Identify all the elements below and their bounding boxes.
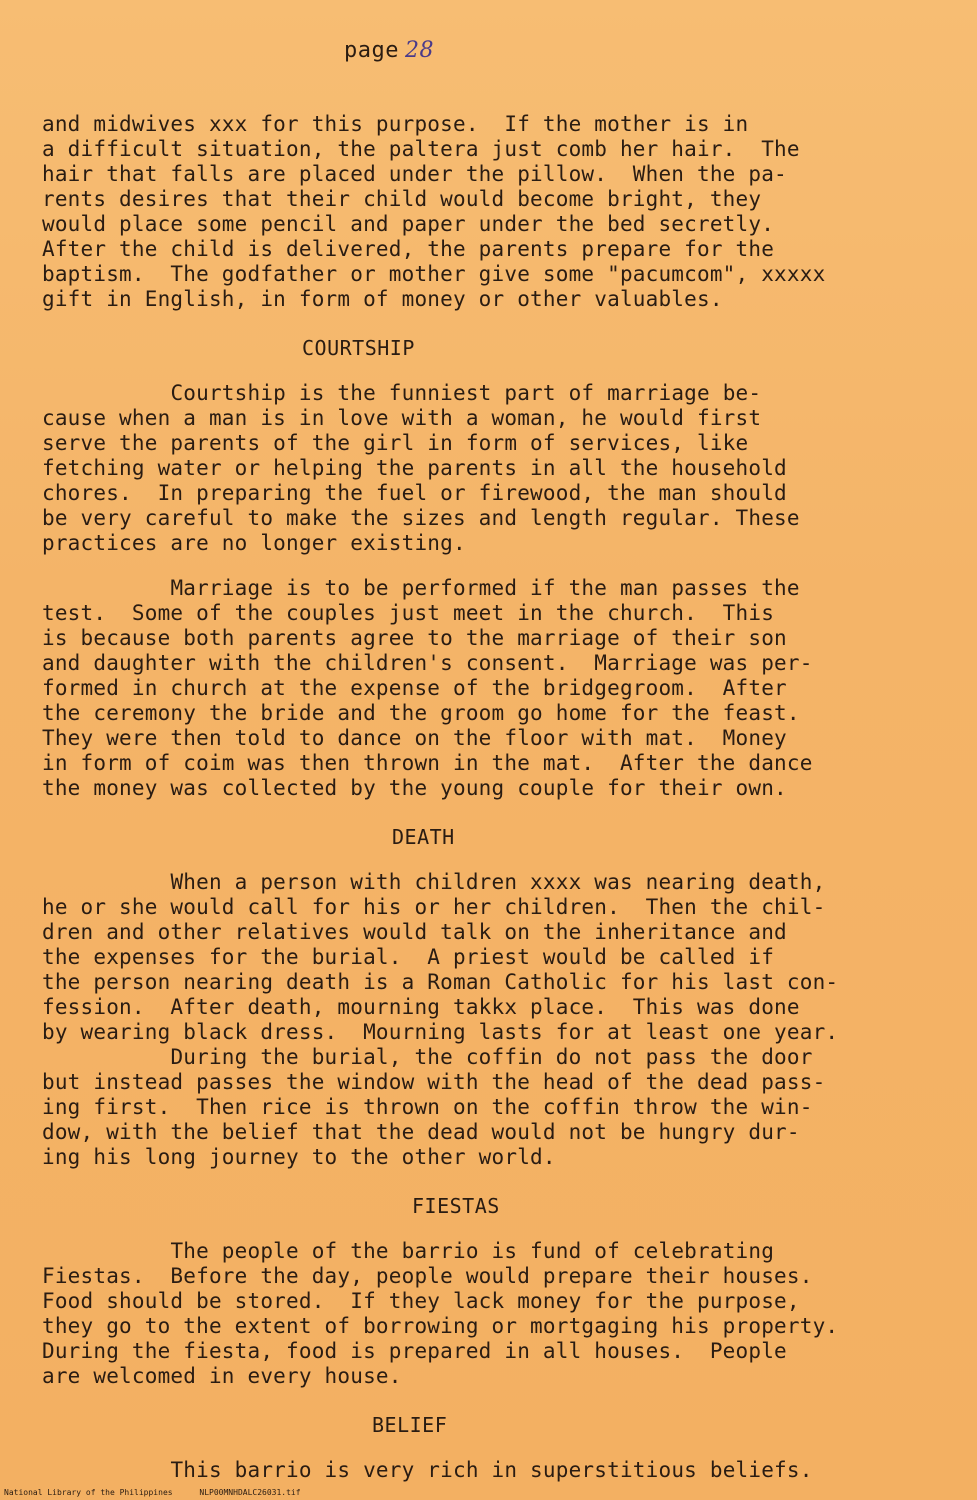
courtship-paragraph-1: Courtship is the funniest part of marriage be- cause when a man is in love with a woman, he would first serve the parents of the girl in form of services, like fetching water or helping the parents in all the household chores. In preparing the fuel or firewood, the man should be very careful to make the sizes and length regular. These practices are no longer existing. [42, 381, 800, 555]
document-body [42, 112, 942, 1483]
paragraph-gap [42, 556, 942, 576]
death-paragraph-2: During the burial, the coffin do not pass the door but instead passes the window with the head of the dead pass- ing first. Then rice is thrown on the coffin throw the win- dow, with the belief that the dead would not be hungry dur- ing his long journey to the other world. [42, 1045, 826, 1169]
page-header [344, 38, 434, 63]
fiestas-heading: FIESTAS [412, 1194, 500, 1218]
page-number: 28 [404, 38, 434, 63]
file-name: NLP00MNHDALC26031.tif [199, 1488, 301, 1497]
courtship-paragraph-2: Marriage is to be performed if the man passes the test. Some of the couples just meet in the church. This is because both parents agree to the marriage of their son and daughter with the children's consent. Marriage was per- formed in church at the expense of the bridgegroom. After the ceremony the bride and the groom go home for the feast. They were then told to dance on the floor with mat. Money in form of coim was then thrown in the mat. After the dance the money was collected by the young couple for their own. [42, 576, 813, 800]
belief-paragraph: This barrio is very rich in superstitious beliefs. [42, 1458, 813, 1482]
fiestas-paragraph: The people of the barrio is fund of celebrating Fiestas. Before the day, people would prepare their houses. Food should be stored. If they lack money for the purpose, they go to the extent of borrowing or mortgaging his property. During the fiesta, food is prepared in all houses. People are welcomed in every house. [42, 1239, 839, 1388]
page-label: page [344, 38, 399, 63]
death-heading: DEATH [392, 825, 455, 849]
death-paragraph-1: When a person with children xxxx was nearing death, he or she would call for his or her children. Then the chil- dren and other relatives would talk on the inheritance and the expenses for the burial. A priest would be called if the person nearing death is a Roman Catholic for his last con- fession. After death, mourning takkx place. This was done by wearing black dress. Mourning lasts for at least one year. [42, 870, 839, 1044]
scan-footer [4, 1488, 964, 1497]
library-credit: National Library of the Philippines [4, 1488, 173, 1497]
intro-paragraph: and midwives xxx for this purpose. If the mother is in a difficult situation, the paltera just comb her hair. The hair that falls are placed under the pillow. When the pa- rents desires that their child would become bright, they would place some pencil and paper under the bed secretly. After the child is delivered, the parents prepare for the baptism. The godfather or mother give some "pacumcom", xxxxx gift in English, in form of money or other valuables. [42, 112, 826, 311]
courtship-heading: COURTSHIP [302, 336, 415, 360]
belief-heading: BELIEF [372, 1413, 448, 1437]
